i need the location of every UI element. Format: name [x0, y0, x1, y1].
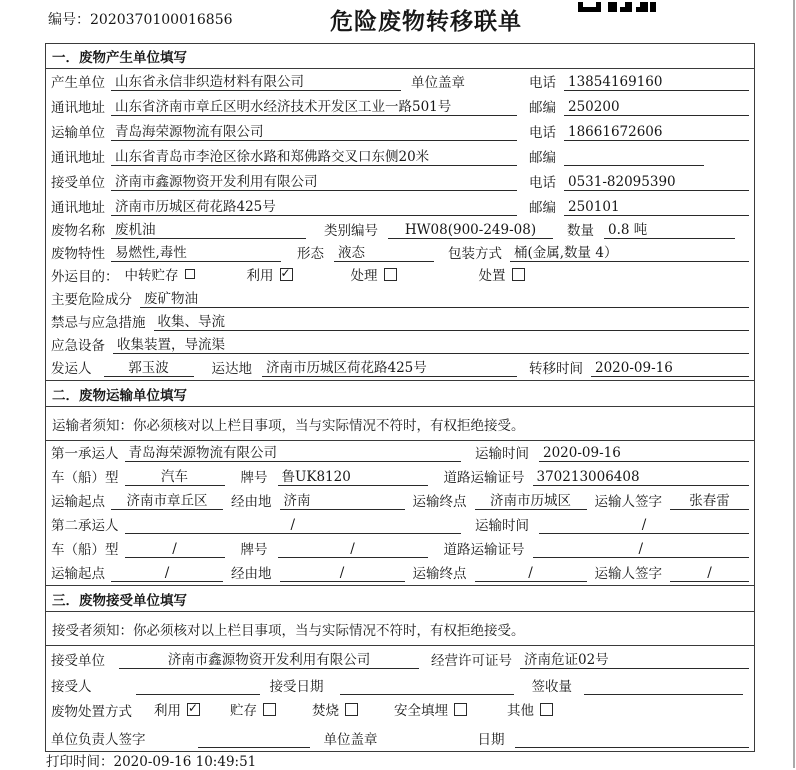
plate-value2: / [278, 541, 428, 558]
option-label: 安全填埋 [394, 703, 448, 719]
props-value: 易燃性,毒性 [111, 241, 281, 262]
producer-zip: 250200 [564, 99, 749, 116]
props-label: 废物特性 [51, 246, 105, 262]
accept-unit-value: 济南市鑫源物资开发利用有限公司 [119, 648, 419, 669]
route-start: 济南市章丘区 [111, 489, 223, 510]
hazard-row [46, 288, 754, 311]
transport-time: 2020-09-16 [539, 445, 749, 462]
route-end-label: 运输终点 [412, 566, 467, 582]
carrier1-value: 青岛海荣源物流有限公司 [125, 441, 462, 462]
transporter-phone: 18661672606 [564, 124, 749, 141]
waste-qty: 0.8 吨 [604, 218, 735, 239]
receiver-label: 接受单位 [51, 175, 105, 191]
route-via2: / [280, 565, 405, 582]
sign-date-label: 日期 [477, 732, 505, 748]
carrier2-label: 第二承运人 [51, 518, 119, 534]
emergency-value: 收集、导流 [154, 310, 750, 331]
address-label: 通讯地址 [51, 150, 105, 166]
plate-label: 牌号 [240, 470, 268, 486]
option-label: 其他 [507, 703, 534, 719]
disposal-option-other [507, 699, 553, 719]
section3-header: 三．废物接受单位填写 [46, 585, 754, 612]
vehicle1-row [46, 465, 754, 489]
form-label: 形态 [297, 246, 324, 262]
purpose-option-transfer [125, 264, 195, 284]
route2-row [46, 561, 754, 585]
checkbox-icon [185, 269, 195, 279]
receiver-address: 济南市历城区荷花路425号 [111, 195, 517, 216]
purpose-label: 外运目的： [51, 269, 119, 285]
purpose-row [46, 265, 754, 288]
producer-phone: 13854169160 [564, 74, 749, 91]
carrier1-row [46, 441, 754, 465]
vehicle-type2: / [125, 541, 225, 558]
responsible-sign-label: 单位负责人签字 [51, 732, 146, 748]
equipment-row [46, 334, 754, 357]
accept-amount [584, 679, 743, 695]
checkbox-icon [454, 703, 467, 716]
form-value: 液态 [334, 241, 434, 262]
pack-value: 桶(金属,数量 4） [510, 241, 749, 262]
option-label: 中转贮存 [124, 268, 179, 284]
accept-person [136, 679, 260, 695]
doc-number-label: 编号： [48, 12, 90, 28]
hazard-value: 废矿物油 [140, 287, 749, 308]
transfer-time: 2020-09-16 [591, 360, 749, 377]
vehicle-type-label: 车（船）型 [51, 542, 119, 558]
carrier1-label: 第一承运人 [51, 446, 119, 462]
print-time-value: 2020-09-16 10:49:51 [113, 754, 257, 770]
transport-time-label: 运输时间 [475, 446, 529, 462]
section3-notice: 接受者须知：你必须核对以上栏目事项，当与实际情况不符时，有权拒绝接受。 [46, 612, 754, 646]
road-license-label: 道路运输证号 [443, 542, 525, 558]
section2-notice: 运输者须知：你必须核对以上栏目事项，当与实际情况不符时，有权拒绝接受。 [46, 407, 754, 441]
plate-value: 鲁UK8120 [278, 465, 428, 486]
receiver-row [46, 169, 754, 194]
producer-row [46, 69, 754, 94]
hazard-label: 主要危险成分 [51, 292, 132, 308]
phone-label: 电话 [529, 175, 556, 191]
producer-address-row [46, 94, 754, 119]
phone-label: 电话 [529, 125, 556, 141]
waste-name: 废机油 [111, 218, 306, 239]
equipment-value: 收集装置，导流渠 [113, 333, 749, 354]
zip-label: 邮编 [529, 150, 556, 166]
print-time [46, 750, 256, 770]
pack-label: 包装方式 [448, 246, 502, 262]
section2-header: 二．废物运输单位填写 [46, 380, 754, 407]
vehicle2-row [46, 537, 754, 561]
address-label: 通讯地址 [51, 200, 105, 216]
dest-label: 运达地 [211, 361, 252, 377]
route1-row [46, 489, 754, 513]
option-label: 利用 [154, 703, 181, 719]
receiver-zip: 250101 [564, 199, 749, 216]
accept-date-label: 接受日期 [269, 679, 324, 695]
checkbox-checked-icon [280, 268, 293, 281]
checkbox-icon [540, 703, 553, 716]
road-license2: / [533, 541, 750, 558]
route-via: 济南 [280, 489, 405, 510]
route-start-label: 运输起点 [51, 494, 105, 510]
route-via-label: 经由地 [231, 566, 272, 582]
address-label: 通讯地址 [51, 100, 105, 116]
disposal-label: 废物处置方式 [51, 704, 132, 720]
route-sign-label: 运输人签字 [594, 566, 662, 582]
option-label: 处置 [478, 268, 506, 284]
road-license-label: 道路运输证号 [443, 470, 525, 486]
route-end: 济南市历城区 [475, 489, 587, 510]
permit-value: 济南危证02号 [520, 648, 749, 669]
dispatch-person: 郭玉波 [104, 356, 194, 377]
transport-time2: / [539, 517, 749, 534]
transfer-time-label: 转移时间 [529, 361, 583, 377]
dispatch-label: 发运人 [51, 361, 92, 377]
option-label: 焚烧 [312, 703, 339, 719]
accept-person-label: 接受人 [51, 679, 92, 695]
accept-date [340, 679, 514, 695]
route-start2: / [111, 565, 223, 582]
plate-label: 牌号 [240, 542, 268, 558]
road-license: 370213006408 [533, 469, 750, 486]
dispatch-row [46, 357, 754, 380]
disposal-row [46, 698, 754, 723]
checkbox-icon [384, 268, 397, 281]
vehicle-type: 汽车 [125, 465, 225, 486]
waste-props-row [46, 242, 754, 265]
emergency-row [46, 311, 754, 334]
section1-header: 一．废物产生单位填写 [46, 44, 754, 69]
document-header [0, 0, 796, 43]
route-sign-label: 运输人签字 [594, 494, 662, 510]
route-sign: 张春雷 [670, 489, 749, 510]
manifest-form [45, 43, 755, 752]
checkbox-icon [263, 703, 276, 716]
transporter-row [46, 119, 754, 144]
phone-label: 电话 [529, 75, 556, 91]
permit-label: 经营许可证号 [431, 653, 512, 669]
carrier2-row [46, 513, 754, 537]
checkbox-checked-icon [187, 703, 200, 716]
print-time-label: 打印时间： [46, 754, 114, 770]
transporter-zip [564, 150, 704, 166]
route-end-label: 运输终点 [412, 494, 467, 510]
stamp-label: 单位盖章 [411, 75, 465, 91]
receiver-value: 济南市鑫源物资开发利用有限公司 [111, 170, 517, 191]
checkbox-icon [345, 703, 358, 716]
option-label: 利用 [246, 268, 274, 284]
disposal-option-use [154, 699, 200, 719]
producer-label: 产生单位 [51, 75, 105, 91]
route-via-label: 经由地 [231, 494, 272, 510]
waste-code-label: 类别编号 [324, 223, 378, 239]
disposal-option-landfill [394, 699, 467, 719]
disposal-option-burn [312, 699, 358, 719]
purpose-option-treat [351, 264, 397, 284]
producer-value: 山东省永信非织造材料有限公司 [111, 70, 401, 91]
accept-unit-label: 接受单位 [51, 653, 105, 669]
option-label: 贮存 [230, 703, 257, 719]
accept-person-row [46, 672, 754, 698]
producer-address: 山东省济南市章丘区明水经济技术开发区工业一路501号 [111, 95, 517, 116]
doc-number-value: 2020370100016856 [90, 12, 233, 28]
purpose-option-dispose [479, 264, 525, 284]
transporter-value: 青岛海荣源物流有限公司 [111, 120, 517, 141]
transport-time-label: 运输时间 [475, 518, 529, 534]
responsible-sign [198, 732, 310, 748]
transporter-address-row [46, 144, 754, 169]
checkbox-icon [512, 268, 525, 281]
zip-label: 邮编 [529, 200, 556, 216]
route-end2: / [475, 565, 587, 582]
sign-date [515, 732, 750, 748]
waste-name-row [46, 219, 754, 242]
receiver-address-row [46, 194, 754, 219]
emergency-label: 禁忌与应急措施 [51, 315, 146, 331]
purpose-option-use [247, 264, 293, 284]
route-sign2: / [670, 565, 749, 582]
page-edge-line [793, 0, 795, 768]
waste-code: HW08(900-249-08) [388, 222, 553, 239]
dest-value: 济南市历城区荷花路425号 [262, 356, 517, 377]
zip-label: 邮编 [529, 100, 556, 116]
transporter-label: 运输单位 [51, 125, 105, 141]
disposal-option-store [230, 699, 276, 719]
receiver-phone: 0531-82095390 [564, 174, 749, 191]
accept-amount-label: 签收量 [531, 679, 572, 695]
waste-qty-label: 数量 [567, 223, 594, 239]
waste-name-label: 废物名称 [51, 223, 105, 239]
signature-row [46, 723, 754, 751]
equipment-label: 应急设备 [51, 338, 105, 354]
unit-stamp-label: 单位盖章 [323, 732, 378, 748]
carrier2-value: / [125, 517, 462, 534]
vehicle-type-label: 车（船）型 [51, 470, 119, 486]
qr-code-fragment-icon [578, 0, 656, 16]
page-title: 危险废物转移联单 [330, 8, 522, 35]
accept-unit-row [46, 646, 754, 672]
transporter-address: 山东省青岛市李沧区徐水路和郑佛路交叉口东侧20米 [111, 145, 517, 166]
route-start-label: 运输起点 [51, 566, 105, 582]
option-label: 处理 [350, 268, 378, 284]
